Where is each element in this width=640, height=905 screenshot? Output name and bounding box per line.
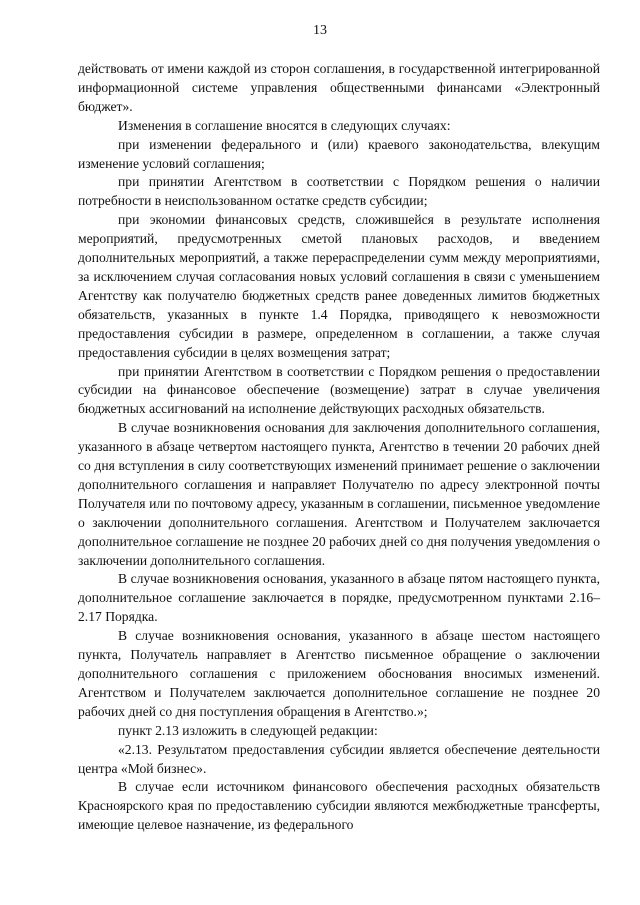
paragraph: «2.13. Результатом предоставления субсидии является обеспечение деятельности центра «Мой бизнес». <box>78 741 600 776</box>
paragraph: В случае возникновения основания, указанного в абзаце пятом настоящего пункта, дополнительное соглашение заключается в порядке, предусмотренном пунктами 2.16–2.17 Порядка. <box>78 571 600 625</box>
paragraph: пункт 2.13 изложить в следующей редакции: <box>118 722 378 738</box>
paragraph: при принятии Агентством в соответствии с Порядком решения о наличии потребности в неиспользованном остатке средств субсидии; <box>78 174 600 209</box>
document-body <box>78 60 600 835</box>
paragraph: действовать от имени каждой из сторон соглашения, в государственной интегрированной информационной системе управления общественными финансами «Электронный бюджет». <box>78 61 600 114</box>
paragraph: при экономии финансовых средств, сложившейся в результате исполнения мероприятий, предусмотренных сметой плановых расходов, и введением дополнительных мероприятий, а также перераспределении сумм между мероприятиями, за исключением случая согласования новых условий соглашения в связи с уменьшением Агентству как получателю бюджетных средств ранее доведенных лимитов бюджетных обязательств, указанных в пункте 1.4 Порядка, приводящего к невозможности предоставления субсидии в размере, определенном в соглашении, а также случая предоставления субсидии в целях возмещения затрат; <box>78 212 600 360</box>
page-number: 13 <box>313 23 327 38</box>
paragraph: В случае возникновения основания для заключения дополнительного соглашения, указанного в абзаце четвертом настоящего пункта, Агентство в течении 20 рабочих дней со дня вступления в силу соответствующих изменений принимает решение о заключении дополнительного соглашения и направляет Получателю по адресу электронной почты Получателя или по почтовому адресу, указанным в соглашении, письменное уведомление о заключении дополнительного соглашения. Агентством и Получателем заключается дополнительное соглашение не позднее 20 рабочих дней со дня получения уведомления о заключении дополнительного соглашения. <box>78 420 601 568</box>
paragraph: В случае если источником финансового обеспечения расходных обязательств Красноярского края по предоставлению субсидии являются межбюджетные трансферты, имеющие целевое назначение, из федерального <box>78 779 600 833</box>
paragraph: при изменении федерального и (или) краевого законодательства, влекущим изменение условий соглашения; <box>78 136 600 171</box>
paragraph: Изменения в соглашение вносятся в следующих случаях: <box>118 117 451 133</box>
paragraph: при принятии Агентством в соответствии с Порядком решения о предоставлении субсидии на финансовое обеспечение (возмещение) затрат в случае увеличения бюджетных ассигнований на исполнение действующих расходных обязательств. <box>78 363 600 417</box>
paragraph: В случае возникновения основания, указанного в абзаце шестом настоящего пункта, Получатель направляет в Агентство письменное обращение о заключении дополнительного соглашения с приложением обоснования вносимых изменений. Агентством и Получателем заключается дополнительное соглашение не позднее 20 рабочих дней со дня поступления обращения в Агентство.»; <box>78 628 600 719</box>
